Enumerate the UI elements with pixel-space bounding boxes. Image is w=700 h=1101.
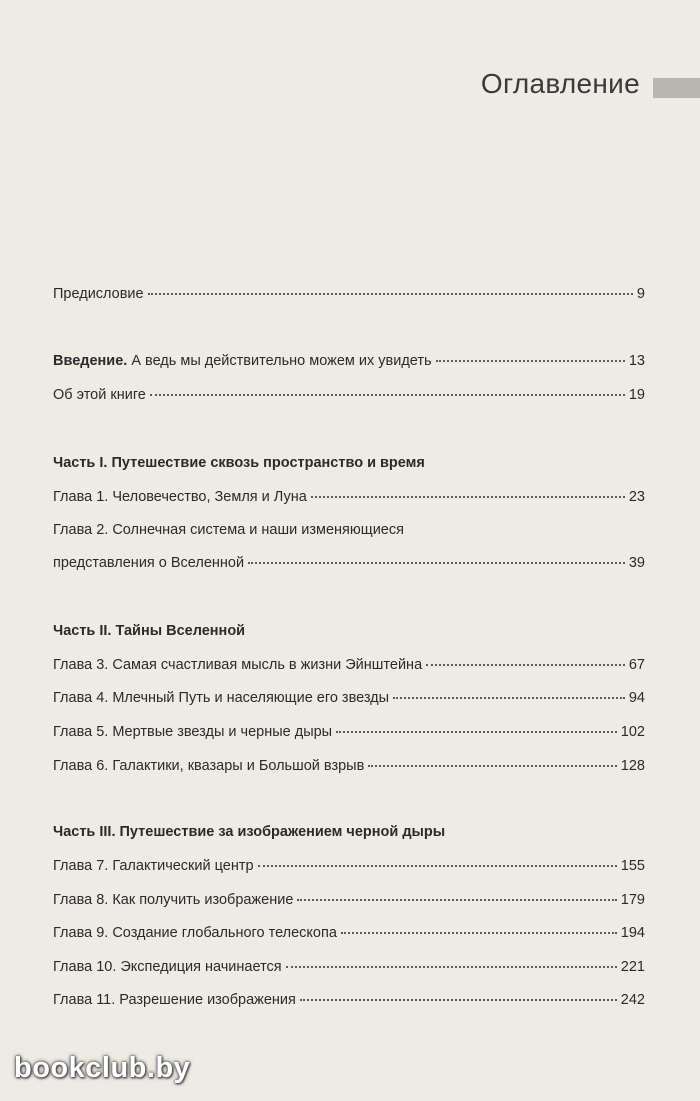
toc-entry-page: 39 [628,555,645,571]
toc-entry-label: Глава 7. Галактический центр [53,858,254,874]
toc-entry-label-text: А ведь мы действительно можем их увидеть [127,353,432,369]
toc-entry-chapter[interactable] [53,722,645,742]
toc-entry-page: 221 [620,959,645,975]
toc-entry-chapter[interactable] [53,487,645,507]
leader-dots [368,764,616,767]
toc-entry-page: 179 [620,892,645,908]
toc-entry-label [53,351,432,371]
leader-dots [248,561,625,564]
toc-entry-label: Глава 6. Галактики, квазары и Большой взрыв [53,758,365,774]
toc-entry-about-book[interactable] [53,385,645,405]
leader-dots [341,931,617,934]
toc-entry-label-line1[interactable]: Глава 2. Солнечная система и наши изменяющиеся [53,522,404,538]
toc-entry-label: Глава 10. Экспедиция начинается [53,959,282,975]
part-title: Часть III. Путешествие за изображением черной дыры [53,824,446,840]
toc-entry-page: 128 [620,758,645,774]
leader-dots [258,864,617,867]
toc-entry-chapter[interactable] [53,990,645,1010]
toc-entry-page: 19 [628,387,645,403]
toc-entry-label: представления о Вселенной [53,555,245,571]
toc-entry-page: 102 [620,724,645,740]
leader-dots [393,696,625,699]
toc-entry-chapter[interactable] [53,655,645,675]
toc-entry-page: 242 [620,992,645,1008]
toc-entry-page: 13 [628,353,645,369]
leader-dots [436,359,625,362]
page-title: Оглавление [480,68,640,99]
toc-entry-label: Глава 9. Создание глобального телескопа [53,925,337,941]
leader-dots [311,495,625,498]
toc-entry-preface[interactable] [53,284,645,304]
toc-entry-label: Предисловие [53,286,144,302]
part-title: Часть I. Путешествие сквозь пространство и время [53,455,425,471]
leader-dots [148,292,633,295]
toc-entry-bold-prefix: Введение. [53,353,128,369]
toc-entry-page: 9 [636,286,645,302]
toc-entry-label: Глава 3. Самая счастливая мысль в жизни Эйнштейна [53,657,423,673]
title-accent-bar [653,78,700,98]
leader-dots [300,998,617,1001]
leader-dots [286,965,617,968]
toc-entry-chapter[interactable] [53,856,645,876]
toc-entry-label: Глава 1. Человечество, Земля и Луна [53,489,307,505]
toc-entry-chapter[interactable] [53,756,645,776]
toc-entry-label: Глава 4. Млечный Путь и населяющие его звезды [53,690,390,706]
leader-dots [150,393,625,396]
toc-entry-label: Об этой книге [53,387,146,403]
toc-entry-chapter[interactable] [53,890,645,910]
part-title: Часть II. Тайны Вселенной [53,623,246,639]
toc-entry-chapter[interactable] [53,688,645,708]
toc-entry-page: 155 [620,858,645,874]
toc-entry-page: 194 [620,925,645,941]
watermark: bookclub.by [14,1052,191,1084]
toc-entry-chapter[interactable] [53,957,645,977]
leader-dots [297,898,616,901]
toc-entry-page: 94 [628,690,645,706]
toc-entry-page: 23 [628,489,645,505]
toc-entry-chapter[interactable] [53,553,645,573]
leader-dots [336,730,617,733]
toc-entry-introduction[interactable] [53,351,645,371]
toc-entry-page: 67 [628,657,645,673]
toc-entry-label: Глава 8. Как получить изображение [53,892,294,908]
toc-entry-chapter[interactable] [53,923,645,943]
toc-entry-label: Глава 5. Мертвые звезды и черные дыры [53,724,333,740]
leader-dots [426,663,625,666]
toc-entry-label: Глава 11. Разрешение изображения [53,992,296,1008]
